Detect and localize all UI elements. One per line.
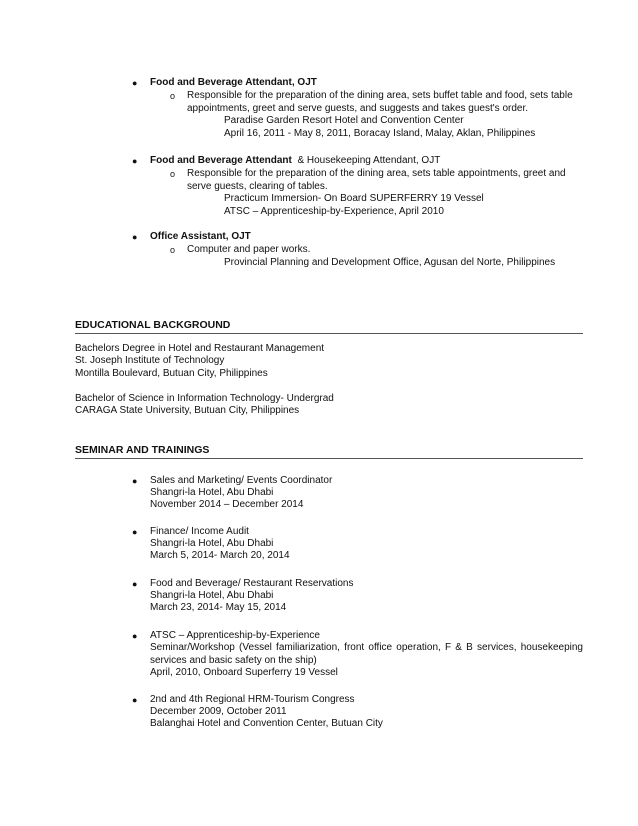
seminars-heading: SEMINAR AND TRAININGS (75, 444, 210, 456)
experience-responsibility: Responsible for the preparation of the dining area, sets buffet table and food, sets table appointments, greet and serve guests, and suggests and takes guest's order. (187, 90, 573, 114)
experience-place: Paradise Garden Resort Hotel and Convention Center (224, 115, 464, 126)
bullet-icon: ● (132, 78, 138, 88)
seminar-date: April, 2010, Onboard Superferry 19 Vessel (150, 667, 338, 678)
bullet-icon: ● (132, 631, 138, 641)
seminar-date: March 23, 2014- May 15, 2014 (150, 602, 287, 613)
education-line: Bachelor of Science in Information Technology- Undergrad (75, 393, 334, 404)
bullet-icon: ● (132, 695, 138, 705)
seminar-title: ATSC – Apprenticeship-by-Experience (150, 630, 320, 641)
experience-title: Food and Beverage Attendant & Housekeeping Attendant, OJT (150, 155, 441, 166)
seminar-venue: Shangri-la Hotel, Abu Dhabi (150, 590, 274, 601)
seminar-title: 2nd and 4th Regional HRM-Tourism Congress (150, 694, 355, 705)
seminar-title: Finance/ Income Audit (150, 526, 249, 537)
experience-place: Provincial Planning and Development Office, Agusan del Norte, Philippines (224, 257, 556, 268)
seminar-date: December 2009, October 2011 (150, 706, 287, 717)
bullet-icon: ● (132, 476, 138, 486)
bullet-icon: ● (132, 232, 138, 242)
seminar-venue: Shangri-la Hotel, Abu Dhabi (150, 487, 274, 498)
seminar-venue: Shangri-la Hotel, Abu Dhabi (150, 538, 274, 549)
experience-title: Food and Beverage Attendant, OJT (150, 77, 317, 88)
experience-dates: April 16, 2011 - May 8, 2011, Boracay Island, Malay, Aklan, Philippines (224, 128, 536, 139)
experience-dates: ATSC – Apprenticeship-by-Experience, April 2010 (224, 206, 444, 217)
experience-title: Office Assistant, OJT (150, 231, 251, 242)
experience-place: Practicum Immersion- On Board SUPERFERRY 19 Vessel (224, 193, 484, 204)
seminar-title: Food and Beverage/ Restaurant Reservations (150, 578, 354, 589)
sub-bullet-icon: o (170, 245, 176, 255)
bullet-icon: ● (132, 527, 138, 537)
bullet-icon: ● (132, 579, 138, 589)
education-line: Montilla Boulevard, Butuan City, Philippines (75, 368, 268, 379)
education-line: Bachelors Degree in Hotel and Restaurant Management (75, 343, 325, 354)
education-line: St. Joseph Institute of Technology (75, 355, 225, 366)
bullet-icon: ● (132, 156, 138, 166)
experience-responsibility: Computer and paper works. (187, 244, 311, 255)
education-line: CARAGA State University, Butuan City, Philippines (75, 405, 300, 416)
experience-responsibility: Responsible for the preparation of the dining area, sets table appointments, greet and serve guests, clearing of tables. (187, 168, 566, 192)
seminar-date: March 5, 2014- March 20, 2014 (150, 550, 290, 561)
seminar-date: November 2014 – December 2014 (150, 499, 304, 510)
education-heading: EDUCATIONAL BACKGROUND (75, 319, 231, 331)
sub-bullet-icon: o (170, 169, 176, 179)
seminar-title: Sales and Marketing/ Events Coordinator (150, 475, 333, 486)
section-divider (75, 333, 583, 334)
section-divider (75, 458, 583, 459)
seminar-venue: Balanghai Hotel and Convention Center, Butuan City (150, 718, 383, 729)
seminar-description: Seminar/Workshop (Vessel familiarization, front office operation, F & B services, housekeeping services and basic safety on the ship) (150, 642, 583, 666)
sub-bullet-icon: o (170, 91, 176, 101)
